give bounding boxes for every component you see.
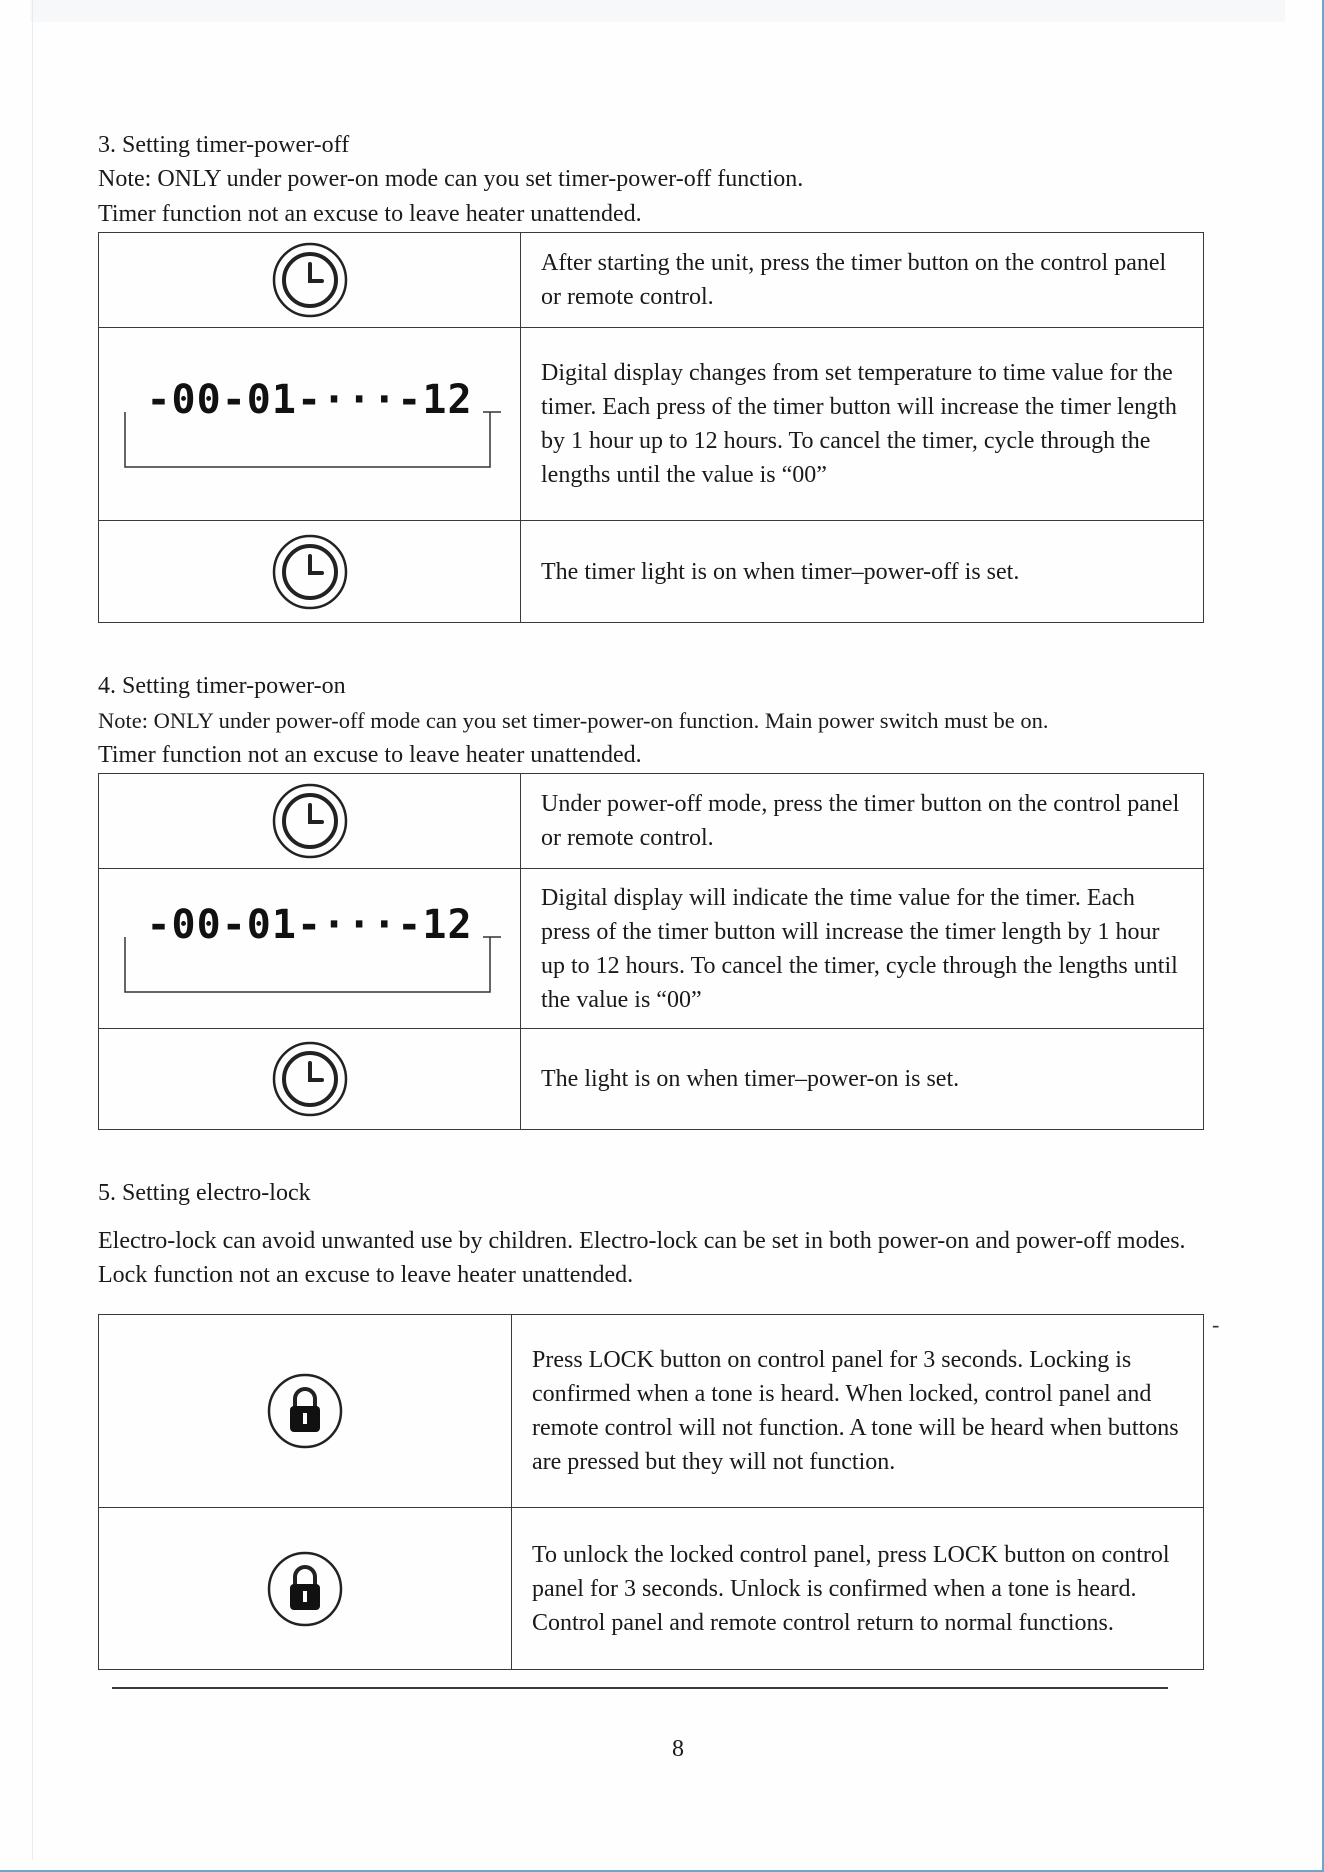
timer-sequence-label: -00-01-···-12 bbox=[146, 377, 473, 423]
icon-cell bbox=[99, 774, 521, 869]
note-line: Note: ONLY under power-on mode can you set timer-power-off function. bbox=[98, 166, 804, 192]
scan-top-margin bbox=[30, 0, 1285, 22]
timer-power-on-table bbox=[98, 773, 1204, 1130]
section-heading: 5. Setting electro-lock bbox=[98, 1180, 311, 1206]
step-description: Press LOCK button on control panel for 3 seconds. Locking is confirmed when a tone is heard. When locked, control panel and remote control will not function. A tone will be heard when buttons are pressed but they will not function. bbox=[512, 1315, 1204, 1508]
scan-left-edge bbox=[32, 0, 33, 1860]
step-description: The light is on when timer–power-on is set. bbox=[521, 1029, 1204, 1130]
clock-icon bbox=[270, 240, 350, 320]
step-description: To unlock the locked control panel, press LOCK button on control panel for 3 seconds. Unlock is confirmed when a tone is heard. Control panel and remote control return to normal functions. bbox=[512, 1508, 1204, 1670]
note-line: Timer function not an excuse to leave heater unattended. bbox=[98, 742, 642, 768]
step-description: After starting the unit, press the timer button on the control panel or remote control. bbox=[521, 233, 1204, 328]
timer-sequence-diagram bbox=[119, 901, 501, 994]
table-row bbox=[99, 869, 1204, 1029]
note-line: Timer function not an excuse to leave heater unattended. bbox=[98, 201, 642, 227]
step-description: Digital display will indicate the time value for the timer. Each press of the timer button will increase the timer length by 1 hour up to 12 hours. To cancel the timer, cycle through the lengths until the value is “00” bbox=[521, 869, 1204, 1029]
clock-icon bbox=[270, 781, 350, 861]
table-row bbox=[99, 1508, 1204, 1670]
lock-icon bbox=[265, 1549, 345, 1629]
icon-cell bbox=[99, 521, 521, 623]
table-row bbox=[99, 233, 1204, 328]
step-description: Under power-off mode, press the timer button on the control panel or remote control. bbox=[521, 774, 1204, 869]
clock-icon bbox=[270, 1039, 350, 1119]
icon-cell bbox=[99, 1315, 512, 1508]
page-number: 8 bbox=[672, 1736, 684, 1762]
section-heading: 4. Setting timer-power-on bbox=[98, 673, 346, 699]
icon-cell bbox=[99, 233, 521, 328]
timer-sequence-diagram bbox=[119, 379, 501, 469]
timer-sequence-label: -00-01-···-12 bbox=[146, 901, 473, 948]
section-heading: 3. Setting timer-power-off bbox=[98, 132, 350, 158]
clock-icon bbox=[270, 532, 350, 612]
step-description: The timer light is on when timer–power-off is set. bbox=[521, 521, 1204, 623]
icon-cell bbox=[99, 869, 521, 1029]
electro-lock-table bbox=[98, 1314, 1204, 1670]
section-paragraph: Electro-lock can avoid unwanted use by children. Electro-lock can be set in both power-on and power-off modes. Lock function not an excuse to leave heater unattended. bbox=[98, 1228, 1186, 1288]
table-row bbox=[99, 328, 1204, 521]
icon-cell bbox=[99, 1029, 521, 1130]
page-content bbox=[98, 128, 1208, 1670]
table-row bbox=[99, 774, 1204, 869]
edge-mark: - bbox=[1212, 1312, 1220, 1337]
timer-power-off-table bbox=[98, 232, 1204, 623]
table-row bbox=[99, 1315, 1204, 1508]
table-row bbox=[99, 521, 1204, 623]
note-line: Note: ONLY under power-off mode can you set timer-power-on function. Main power switch must be on. bbox=[98, 708, 1049, 733]
footer-rule bbox=[112, 1687, 1168, 1689]
icon-cell bbox=[99, 1508, 512, 1670]
table-row bbox=[99, 1029, 1204, 1130]
step-description: Digital display changes from set temperature to time value for the timer. Each press of the timer button will increase the timer length by 1 hour up to 12 hours. To cancel the timer, cycle through the lengths until the value is “00” bbox=[521, 328, 1204, 521]
lock-icon bbox=[265, 1371, 345, 1451]
icon-cell bbox=[99, 328, 521, 521]
